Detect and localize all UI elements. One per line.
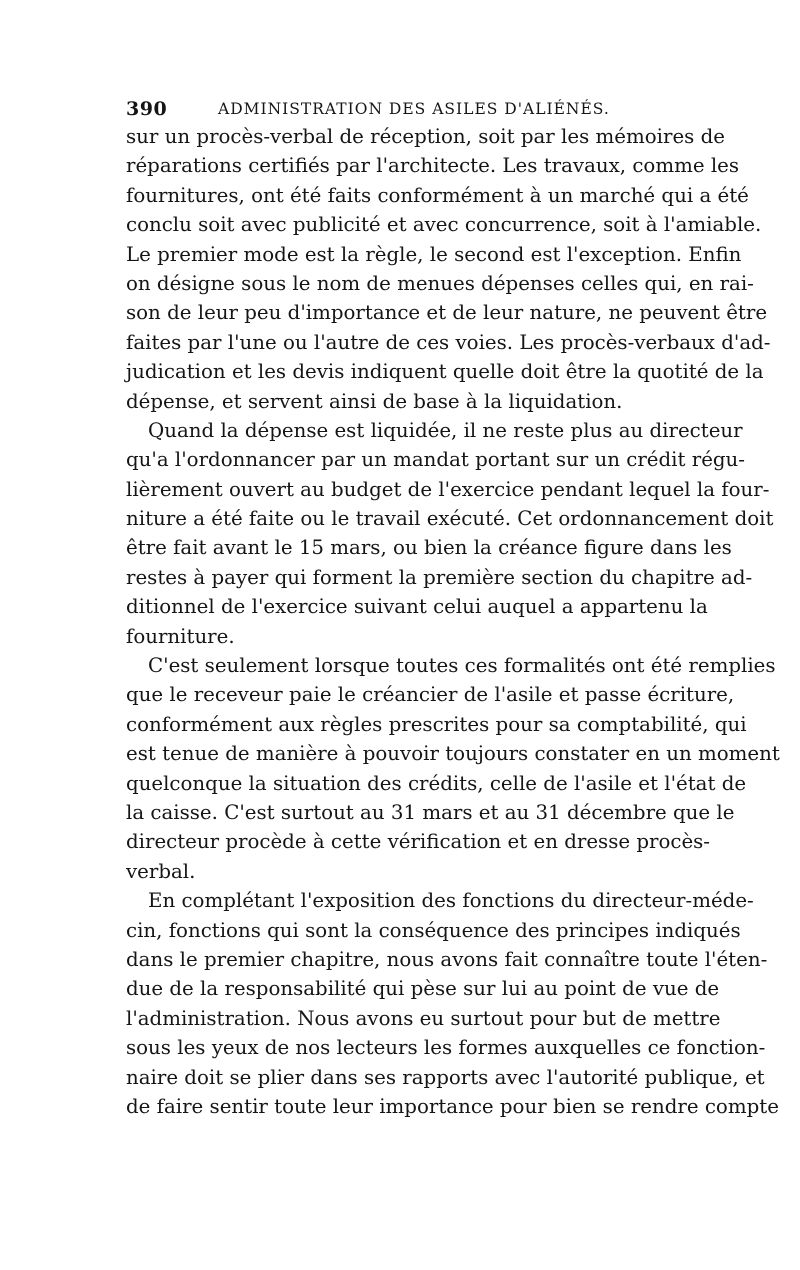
text-line: directeur procède à cette vérification et en dresse procès- — [126, 830, 710, 854]
text-line: Le premier mode est la règle, le second est l'exception. Enfin — [126, 242, 742, 266]
paragraph — [126, 651, 780, 886]
page-header — [126, 96, 670, 122]
page-body — [126, 122, 780, 1121]
text-line: sous les yeux de nos lecteurs les formes auxquelles ce fonction- — [126, 1036, 766, 1060]
text-line: judication et les devis indiquent quelle doit être la quotité de la — [126, 360, 764, 384]
text-line: restes à payer qui forment la première section du chapitre ad- — [126, 565, 753, 589]
text-line: fourniture. — [126, 624, 235, 648]
text-line: lièrement ouvert au budget de l'exercice pendant lequel la four- — [126, 477, 770, 501]
text-line: sur un procès-verbal de réception, soit par les mémoires de — [126, 125, 725, 148]
text-line: fournitures, ont été faits conformément à un marché qui a été — [126, 183, 749, 207]
text-line: réparations certifiés par l'architecte. Les travaux, comme les — [126, 154, 740, 178]
text-line: conformément aux règles prescrites pour sa comptabilité, qui — [126, 712, 747, 736]
text-line: Quand la dépense est liquidée, il ne reste plus au directeur — [148, 418, 743, 442]
text-line: être fait avant le 15 mars, ou bien la créance figure dans les — [126, 536, 732, 560]
text-line: la caisse. C'est surtout au 31 mars et au 31 décembre que le — [126, 800, 735, 824]
text-line: verbal. — [126, 859, 196, 883]
text-line: qu'a l'ordonnancer par un mandat portant sur un crédit régu- — [126, 448, 745, 472]
paragraph — [126, 416, 774, 651]
text-line: niture a été faite ou le travail exécuté. Cet ordonnancement doit — [126, 507, 774, 531]
text-line: de faire sentir toute leur importance pour bien se rendre compte — [126, 1094, 779, 1118]
text-line: l'administration. Nous avons eu surtout pour but de mettre — [126, 1006, 721, 1030]
paragraph — [126, 886, 779, 1121]
text-line: que le receveur paie le créancier de l'asile et passe écriture, — [126, 683, 735, 707]
text-line: dans le premier chapitre, nous avons fait connaître toute l'éten- — [126, 947, 768, 971]
running-title: ADMINISTRATION DES ASILES D'ALIÉNÉS. — [218, 100, 610, 118]
text-line: dépense, et servent ainsi de base à la liquidation. — [126, 389, 623, 413]
text-line: son de leur peu d'importance et de leur nature, ne peuvent être — [126, 301, 768, 325]
paragraph — [126, 122, 771, 416]
text-line: ditionnel de l'exercice suivant celui auquel a appartenu la — [126, 595, 708, 619]
text-line: C'est seulement lorsque toutes ces formalités ont été remplies — [148, 654, 776, 678]
text-line: quelconque la situation des crédits, celle de l'asile et l'état de — [126, 771, 747, 795]
text-line: cin, fonctions qui sont la conséquence des principes indiqués — [126, 918, 741, 942]
text-line: naire doit se plier dans ses rapports avec l'autorité publique, et — [126, 1065, 765, 1089]
text-line: faites par l'une ou l'autre de ces voies. Les procès-verbaux d'ad- — [126, 330, 771, 354]
text-line: due de la responsabilité qui pèse sur lui au point de vue de — [126, 977, 720, 1001]
text-line: on désigne sous le nom de menues dépenses celles qui, en rai- — [126, 271, 754, 295]
text-line: En complétant l'exposition des fonctions du directeur-méde- — [148, 889, 754, 913]
text-line: conclu soit avec publicité et avec concurrence, soit à l'amiable. — [126, 213, 762, 237]
text-line: est tenue de manière à pouvoir toujours constater en un moment — [126, 742, 780, 766]
page-number: 390 — [126, 98, 168, 120]
